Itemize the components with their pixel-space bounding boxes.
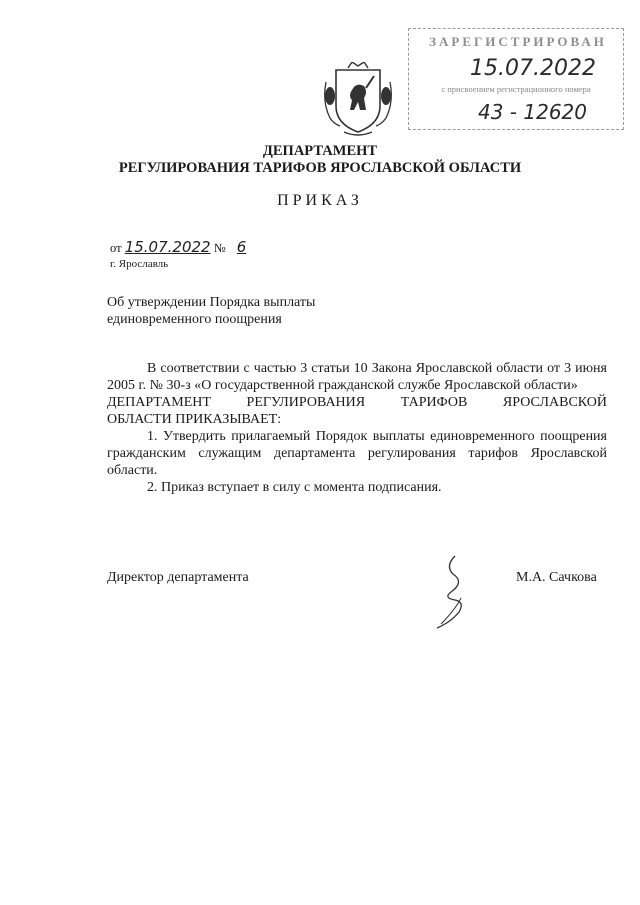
order-body bbox=[107, 360, 607, 496]
subject-line1: Об утверждении Порядка выплаты bbox=[107, 295, 316, 310]
department-title-line2: РЕГУЛИРОВАНИЯ ТАРИФОВ ЯРОСЛАВСКОЙ ОБЛАСТИ bbox=[118, 160, 522, 176]
preamble-paragraph: В соответствии с частью 3 статьи 10 Закона Ярославской области от 3 июня 2005 г. № 30-з «О государственной гражданской службе Ярославской области» bbox=[107, 361, 607, 393]
department-title-line1: ДЕПАРТАМЕНТ bbox=[262, 143, 378, 159]
number-prefix: № bbox=[213, 241, 226, 255]
directive-line2: ОБЛАСТИ ПРИКАЗЫВАЕТ: bbox=[107, 412, 282, 427]
order-subject bbox=[107, 294, 315, 328]
stamp-registration-number: 43 - 12620 bbox=[478, 100, 588, 124]
signatory-title: Директор департамента bbox=[107, 570, 249, 585]
signatory-name: М.А. Сачкова bbox=[516, 570, 597, 585]
stamp-date: 15.07.2022 bbox=[470, 56, 596, 81]
order-number: 6 bbox=[236, 238, 247, 256]
subject-line2: единовременного поощрения bbox=[107, 312, 282, 327]
order-item-2: 2. Приказ вступает в силу с момента подписания. bbox=[147, 480, 442, 495]
order-item-1: 1. Утвердить прилагаемый Порядок выплаты единовременного поощрения гражданским служащим департамента регулирования тарифов Ярославской области. bbox=[107, 429, 607, 478]
from-prefix: от bbox=[110, 241, 122, 255]
directive-line1: ДЕПАРТАМЕНТ РЕГУЛИРОВАНИЯ ТАРИФОВ ЯРОСЛАВСКОЙ bbox=[107, 395, 607, 410]
stamp-title: ЗАРЕГИСТРИРОВАН bbox=[429, 34, 607, 49]
document-type-title: ПРИКАЗ bbox=[277, 192, 363, 209]
order-date-number-line bbox=[110, 238, 258, 256]
order-date: 15.07.2022 bbox=[124, 238, 211, 256]
coat-of-arms-emblem bbox=[322, 62, 394, 138]
handwritten-signature-icon bbox=[425, 552, 485, 632]
city-label: г. Ярославль bbox=[110, 258, 169, 270]
stamp-note: с присвоением регистрационного номера bbox=[441, 84, 591, 94]
